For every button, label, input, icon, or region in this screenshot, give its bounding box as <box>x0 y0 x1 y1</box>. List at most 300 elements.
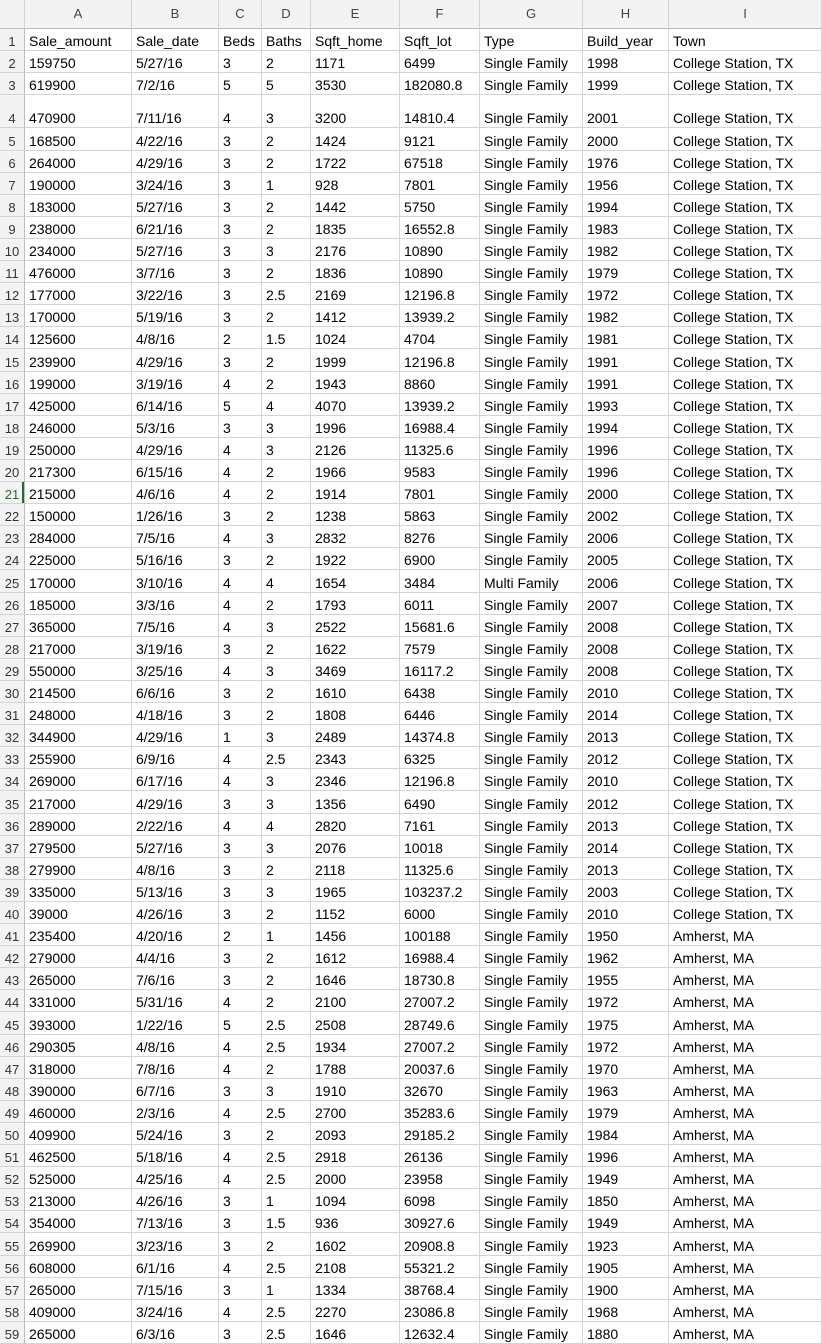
cell-d27[interactable]: 3 <box>262 615 311 637</box>
cell-i34[interactable]: College Station, TX <box>669 769 822 791</box>
cell-c16[interactable]: 4 <box>219 372 262 394</box>
cell-e46[interactable]: 1934 <box>311 1035 400 1057</box>
cell-e3[interactable]: 3530 <box>311 73 400 95</box>
cell-a15[interactable]: 239900 <box>25 349 132 371</box>
cell-e53[interactable]: 1094 <box>311 1189 400 1211</box>
cell-e32[interactable]: 2489 <box>311 725 400 747</box>
cell-d24[interactable]: 2 <box>262 548 311 570</box>
cell-c8[interactable]: 3 <box>219 195 262 217</box>
cell-h19[interactable]: 1996 <box>583 438 669 460</box>
cell-f23[interactable]: 8276 <box>400 526 480 548</box>
cell-i54[interactable]: Amherst, MA <box>669 1211 822 1233</box>
cell-i49[interactable]: Amherst, MA <box>669 1101 822 1123</box>
cell-c6[interactable]: 3 <box>219 151 262 173</box>
cell-f6[interactable]: 67518 <box>400 151 480 173</box>
cell-e50[interactable]: 2093 <box>311 1123 400 1145</box>
cell-g45[interactable]: Single Family <box>480 1012 583 1034</box>
cell-h27[interactable]: 2008 <box>583 615 669 637</box>
cell-g29[interactable]: Single Family <box>480 659 583 681</box>
row-header[interactable]: 55 <box>0 1233 25 1255</box>
cell-i15[interactable]: College Station, TX <box>669 349 822 371</box>
cell-c38[interactable]: 3 <box>219 858 262 880</box>
cell-c51[interactable]: 4 <box>219 1145 262 1167</box>
cell-d41[interactable]: 1 <box>262 924 311 946</box>
cell-d18[interactable]: 3 <box>262 416 311 438</box>
cell-b57[interactable]: 7/15/16 <box>132 1278 219 1300</box>
cell-g50[interactable]: Single Family <box>480 1123 583 1145</box>
cell-i55[interactable]: Amherst, MA <box>669 1233 822 1255</box>
column-header-g[interactable]: G <box>480 0 583 29</box>
cell-f33[interactable]: 6325 <box>400 747 480 769</box>
row-header[interactable]: 47 <box>0 1057 25 1079</box>
row-header[interactable]: 53 <box>0 1189 25 1211</box>
cell-i1[interactable]: Town <box>669 29 822 51</box>
cell-e23[interactable]: 2832 <box>311 526 400 548</box>
cell-i13[interactable]: College Station, TX <box>669 305 822 327</box>
cell-g51[interactable]: Single Family <box>480 1145 583 1167</box>
row-header[interactable]: 18 <box>0 416 25 438</box>
cell-d6[interactable]: 2 <box>262 151 311 173</box>
cell-a17[interactable]: 425000 <box>25 394 132 416</box>
cell-h45[interactable]: 1975 <box>583 1012 669 1034</box>
cell-c25[interactable]: 4 <box>219 570 262 592</box>
cell-e22[interactable]: 1238 <box>311 504 400 526</box>
cell-i38[interactable]: College Station, TX <box>669 858 822 880</box>
cell-c58[interactable]: 4 <box>219 1300 262 1322</box>
cell-e40[interactable]: 1152 <box>311 902 400 924</box>
cell-e44[interactable]: 2100 <box>311 990 400 1012</box>
cell-f16[interactable]: 8860 <box>400 372 480 394</box>
cell-c24[interactable]: 3 <box>219 548 262 570</box>
cell-e16[interactable]: 1943 <box>311 372 400 394</box>
cell-a6[interactable]: 264000 <box>25 151 132 173</box>
cell-c45[interactable]: 5 <box>219 1012 262 1034</box>
cell-b31[interactable]: 4/18/16 <box>132 703 219 725</box>
cell-e55[interactable]: 1602 <box>311 1233 400 1255</box>
cell-f5[interactable]: 9121 <box>400 128 480 150</box>
cell-a55[interactable]: 269900 <box>25 1233 132 1255</box>
cell-h7[interactable]: 1956 <box>583 173 669 195</box>
cell-d4[interactable]: 3 <box>262 95 311 128</box>
cell-c27[interactable]: 4 <box>219 615 262 637</box>
cell-g38[interactable]: Single Family <box>480 858 583 880</box>
row-header[interactable]: 10 <box>0 239 25 261</box>
cell-c5[interactable]: 3 <box>219 128 262 150</box>
cell-b41[interactable]: 4/20/16 <box>132 924 219 946</box>
cell-f1[interactable]: Sqft_lot <box>400 29 480 51</box>
cell-h43[interactable]: 1955 <box>583 968 669 990</box>
cell-i20[interactable]: College Station, TX <box>669 460 822 482</box>
cell-c34[interactable]: 4 <box>219 769 262 791</box>
cell-f34[interactable]: 12196.8 <box>400 769 480 791</box>
cell-h49[interactable]: 1979 <box>583 1101 669 1123</box>
cell-g17[interactable]: Single Family <box>480 394 583 416</box>
cell-a11[interactable]: 476000 <box>25 261 132 283</box>
cell-g36[interactable]: Single Family <box>480 814 583 836</box>
cell-b42[interactable]: 4/4/16 <box>132 946 219 968</box>
cell-e41[interactable]: 1456 <box>311 924 400 946</box>
cell-g11[interactable]: Single Family <box>480 261 583 283</box>
cell-c23[interactable]: 4 <box>219 526 262 548</box>
cell-g43[interactable]: Single Family <box>480 968 583 990</box>
cell-c57[interactable]: 3 <box>219 1278 262 1300</box>
cell-c7[interactable]: 3 <box>219 173 262 195</box>
row-header[interactable]: 1 <box>0 29 25 51</box>
cell-d11[interactable]: 2 <box>262 261 311 283</box>
cell-a9[interactable]: 238000 <box>25 217 132 239</box>
cell-f35[interactable]: 6490 <box>400 791 480 813</box>
cell-g30[interactable]: Single Family <box>480 681 583 703</box>
cell-h12[interactable]: 1972 <box>583 283 669 305</box>
cell-c48[interactable]: 3 <box>219 1079 262 1101</box>
cell-a29[interactable]: 550000 <box>25 659 132 681</box>
cell-h20[interactable]: 1996 <box>583 460 669 482</box>
cell-h46[interactable]: 1972 <box>583 1035 669 1057</box>
cell-a27[interactable]: 365000 <box>25 615 132 637</box>
cell-a38[interactable]: 279900 <box>25 858 132 880</box>
cell-d40[interactable]: 2 <box>262 902 311 924</box>
cell-b9[interactable]: 6/21/16 <box>132 217 219 239</box>
cell-b25[interactable]: 3/10/16 <box>132 570 219 592</box>
cell-e47[interactable]: 1788 <box>311 1057 400 1079</box>
cell-h51[interactable]: 1996 <box>583 1145 669 1167</box>
row-header[interactable]: 13 <box>0 305 25 327</box>
cell-b55[interactable]: 3/23/16 <box>132 1233 219 1255</box>
cell-b47[interactable]: 7/8/16 <box>132 1057 219 1079</box>
cell-d13[interactable]: 2 <box>262 305 311 327</box>
cell-h39[interactable]: 2003 <box>583 880 669 902</box>
cell-b3[interactable]: 7/2/16 <box>132 73 219 95</box>
cell-b2[interactable]: 5/27/16 <box>132 51 219 73</box>
column-header-f[interactable]: F <box>400 0 480 29</box>
cell-h59[interactable]: 1880 <box>583 1322 669 1344</box>
cell-a4[interactable]: 470900 <box>25 95 132 128</box>
cell-i10[interactable]: College Station, TX <box>669 239 822 261</box>
cell-g20[interactable]: Single Family <box>480 460 583 482</box>
cell-a20[interactable]: 217300 <box>25 460 132 482</box>
cell-g15[interactable]: Single Family <box>480 349 583 371</box>
cell-h48[interactable]: 1963 <box>583 1079 669 1101</box>
cell-d23[interactable]: 3 <box>262 526 311 548</box>
cell-d33[interactable]: 2.5 <box>262 747 311 769</box>
cell-g44[interactable]: Single Family <box>480 990 583 1012</box>
cell-e4[interactable]: 3200 <box>311 95 400 128</box>
cell-f38[interactable]: 11325.6 <box>400 858 480 880</box>
cell-h57[interactable]: 1900 <box>583 1278 669 1300</box>
cell-g46[interactable]: Single Family <box>480 1035 583 1057</box>
cell-e59[interactable]: 1646 <box>311 1322 400 1344</box>
cell-f25[interactable]: 3484 <box>400 570 480 592</box>
row-header[interactable]: 16 <box>0 372 25 394</box>
cell-e6[interactable]: 1722 <box>311 151 400 173</box>
cell-b26[interactable]: 3/3/16 <box>132 593 219 615</box>
cell-h29[interactable]: 2008 <box>583 659 669 681</box>
cell-a50[interactable]: 409900 <box>25 1123 132 1145</box>
cell-i59[interactable]: Amherst, MA <box>669 1322 822 1344</box>
cell-i16[interactable]: College Station, TX <box>669 372 822 394</box>
cell-i28[interactable]: College Station, TX <box>669 637 822 659</box>
cell-g28[interactable]: Single Family <box>480 637 583 659</box>
cell-g8[interactable]: Single Family <box>480 195 583 217</box>
cell-d7[interactable]: 1 <box>262 173 311 195</box>
cell-i14[interactable]: College Station, TX <box>669 327 822 349</box>
cell-e48[interactable]: 1910 <box>311 1079 400 1101</box>
cell-g47[interactable]: Single Family <box>480 1057 583 1079</box>
cell-d55[interactable]: 2 <box>262 1233 311 1255</box>
cell-i42[interactable]: Amherst, MA <box>669 946 822 968</box>
cell-f59[interactable]: 12632.4 <box>400 1322 480 1344</box>
cell-g5[interactable]: Single Family <box>480 128 583 150</box>
cell-d44[interactable]: 2 <box>262 990 311 1012</box>
row-header[interactable]: 20 <box>0 460 25 482</box>
cell-h5[interactable]: 2000 <box>583 128 669 150</box>
cell-h52[interactable]: 1949 <box>583 1167 669 1189</box>
cell-d8[interactable]: 2 <box>262 195 311 217</box>
cell-i48[interactable]: Amherst, MA <box>669 1079 822 1101</box>
cell-h28[interactable]: 2008 <box>583 637 669 659</box>
cell-i46[interactable]: Amherst, MA <box>669 1035 822 1057</box>
cell-i11[interactable]: College Station, TX <box>669 261 822 283</box>
cell-f13[interactable]: 13939.2 <box>400 305 480 327</box>
cell-g14[interactable]: Single Family <box>480 327 583 349</box>
cell-c39[interactable]: 3 <box>219 880 262 902</box>
cell-c28[interactable]: 3 <box>219 637 262 659</box>
cell-d48[interactable]: 3 <box>262 1079 311 1101</box>
cell-g27[interactable]: Single Family <box>480 615 583 637</box>
row-header[interactable]: 11 <box>0 261 25 283</box>
cell-g54[interactable]: Single Family <box>480 1211 583 1233</box>
cell-f31[interactable]: 6446 <box>400 703 480 725</box>
cell-b56[interactable]: 6/1/16 <box>132 1256 219 1278</box>
cell-b8[interactable]: 5/27/16 <box>132 195 219 217</box>
cell-c3[interactable]: 5 <box>219 73 262 95</box>
cell-f22[interactable]: 5863 <box>400 504 480 526</box>
cell-a10[interactable]: 234000 <box>25 239 132 261</box>
cell-d19[interactable]: 3 <box>262 438 311 460</box>
cell-f21[interactable]: 7801 <box>400 482 480 504</box>
cell-c4[interactable]: 4 <box>219 95 262 128</box>
cell-c40[interactable]: 3 <box>219 902 262 924</box>
cell-a57[interactable]: 265000 <box>25 1278 132 1300</box>
cell-g41[interactable]: Single Family <box>480 924 583 946</box>
cell-b51[interactable]: 5/18/16 <box>132 1145 219 1167</box>
cell-e49[interactable]: 2700 <box>311 1101 400 1123</box>
row-header[interactable]: 14 <box>0 327 25 349</box>
cell-d17[interactable]: 4 <box>262 394 311 416</box>
cell-e57[interactable]: 1334 <box>311 1278 400 1300</box>
cell-a13[interactable]: 170000 <box>25 305 132 327</box>
row-header[interactable]: 38 <box>0 858 25 880</box>
cell-f10[interactable]: 10890 <box>400 239 480 261</box>
cell-b27[interactable]: 7/5/16 <box>132 615 219 637</box>
cell-d54[interactable]: 1.5 <box>262 1211 311 1233</box>
cell-a22[interactable]: 150000 <box>25 504 132 526</box>
cell-a51[interactable]: 462500 <box>25 1145 132 1167</box>
cell-f57[interactable]: 38768.4 <box>400 1278 480 1300</box>
cell-f28[interactable]: 7579 <box>400 637 480 659</box>
cell-d5[interactable]: 2 <box>262 128 311 150</box>
cell-i4[interactable]: College Station, TX <box>669 95 822 128</box>
row-header[interactable]: 23 <box>0 526 25 548</box>
row-header[interactable]: 46 <box>0 1035 25 1057</box>
cell-h6[interactable]: 1976 <box>583 151 669 173</box>
cell-a32[interactable]: 344900 <box>25 725 132 747</box>
row-header[interactable]: 44 <box>0 990 25 1012</box>
cell-h53[interactable]: 1850 <box>583 1189 669 1211</box>
cell-d39[interactable]: 3 <box>262 880 311 902</box>
cell-h31[interactable]: 2014 <box>583 703 669 725</box>
cell-c43[interactable]: 3 <box>219 968 262 990</box>
cell-h8[interactable]: 1994 <box>583 195 669 217</box>
cell-b21[interactable]: 4/6/16 <box>132 482 219 504</box>
cell-a52[interactable]: 525000 <box>25 1167 132 1189</box>
cell-h11[interactable]: 1979 <box>583 261 669 283</box>
cell-i19[interactable]: College Station, TX <box>669 438 822 460</box>
cell-i3[interactable]: College Station, TX <box>669 73 822 95</box>
row-header[interactable]: 21 <box>0 482 25 504</box>
cell-a23[interactable]: 284000 <box>25 526 132 548</box>
cell-i27[interactable]: College Station, TX <box>669 615 822 637</box>
row-header[interactable]: 4 <box>0 95 25 128</box>
select-all-corner[interactable] <box>0 0 25 29</box>
cell-d58[interactable]: 2.5 <box>262 1300 311 1322</box>
row-header[interactable]: 39 <box>0 880 25 902</box>
cell-a1[interactable]: Sale_amount <box>25 29 132 51</box>
cell-e35[interactable]: 1356 <box>311 791 400 813</box>
cell-a48[interactable]: 390000 <box>25 1079 132 1101</box>
cell-a39[interactable]: 335000 <box>25 880 132 902</box>
cell-b43[interactable]: 7/6/16 <box>132 968 219 990</box>
cell-i21[interactable]: College Station, TX <box>669 482 822 504</box>
cell-e13[interactable]: 1412 <box>311 305 400 327</box>
cell-a46[interactable]: 290305 <box>25 1035 132 1057</box>
cell-a21[interactable]: 215000 <box>25 482 132 504</box>
cell-f49[interactable]: 35283.6 <box>400 1101 480 1123</box>
cell-c52[interactable]: 4 <box>219 1167 262 1189</box>
cell-b40[interactable]: 4/26/16 <box>132 902 219 924</box>
cell-h15[interactable]: 1991 <box>583 349 669 371</box>
row-header[interactable]: 48 <box>0 1079 25 1101</box>
cell-h17[interactable]: 1993 <box>583 394 669 416</box>
cell-i30[interactable]: College Station, TX <box>669 681 822 703</box>
cell-c20[interactable]: 4 <box>219 460 262 482</box>
cell-b10[interactable]: 5/27/16 <box>132 239 219 261</box>
cell-g32[interactable]: Single Family <box>480 725 583 747</box>
cell-f50[interactable]: 29185.2 <box>400 1123 480 1145</box>
cell-b13[interactable]: 5/19/16 <box>132 305 219 327</box>
cell-b23[interactable]: 7/5/16 <box>132 526 219 548</box>
cell-c18[interactable]: 3 <box>219 416 262 438</box>
cell-a14[interactable]: 125600 <box>25 327 132 349</box>
cell-g23[interactable]: Single Family <box>480 526 583 548</box>
cell-f9[interactable]: 16552.8 <box>400 217 480 239</box>
cell-h2[interactable]: 1998 <box>583 51 669 73</box>
cell-f26[interactable]: 6011 <box>400 593 480 615</box>
row-header[interactable]: 37 <box>0 836 25 858</box>
cell-b12[interactable]: 3/22/16 <box>132 283 219 305</box>
cell-f4[interactable]: 14810.4 <box>400 95 480 128</box>
cell-h58[interactable]: 1968 <box>583 1300 669 1322</box>
cell-a58[interactable]: 409000 <box>25 1300 132 1322</box>
cell-a28[interactable]: 217000 <box>25 637 132 659</box>
cell-g59[interactable]: Single Family <box>480 1322 583 1344</box>
row-header[interactable]: 57 <box>0 1278 25 1300</box>
cell-f53[interactable]: 6098 <box>400 1189 480 1211</box>
cell-h9[interactable]: 1983 <box>583 217 669 239</box>
cell-i7[interactable]: College Station, TX <box>669 173 822 195</box>
cell-g10[interactable]: Single Family <box>480 239 583 261</box>
cell-f55[interactable]: 20908.8 <box>400 1233 480 1255</box>
cell-e19[interactable]: 2126 <box>311 438 400 460</box>
cell-g37[interactable]: Single Family <box>480 836 583 858</box>
cell-a56[interactable]: 608000 <box>25 1256 132 1278</box>
cell-e27[interactable]: 2522 <box>311 615 400 637</box>
cell-e17[interactable]: 4070 <box>311 394 400 416</box>
cell-c50[interactable]: 3 <box>219 1123 262 1145</box>
cell-b30[interactable]: 6/6/16 <box>132 681 219 703</box>
cell-b49[interactable]: 2/3/16 <box>132 1101 219 1123</box>
cell-i47[interactable]: Amherst, MA <box>669 1057 822 1079</box>
cell-i51[interactable]: Amherst, MA <box>669 1145 822 1167</box>
cell-i50[interactable]: Amherst, MA <box>669 1123 822 1145</box>
row-header[interactable]: 59 <box>0 1322 25 1344</box>
cell-e33[interactable]: 2343 <box>311 747 400 769</box>
cell-g18[interactable]: Single Family <box>480 416 583 438</box>
row-header[interactable]: 43 <box>0 968 25 990</box>
cell-g6[interactable]: Single Family <box>480 151 583 173</box>
cell-h37[interactable]: 2014 <box>583 836 669 858</box>
cell-h55[interactable]: 1923 <box>583 1233 669 1255</box>
cell-e18[interactable]: 1996 <box>311 416 400 438</box>
cell-c1[interactable]: Beds <box>219 29 262 51</box>
row-header[interactable]: 49 <box>0 1101 25 1123</box>
row-header[interactable]: 3 <box>0 73 25 95</box>
cell-e20[interactable]: 1966 <box>311 460 400 482</box>
cell-d15[interactable]: 2 <box>262 349 311 371</box>
cell-g3[interactable]: Single Family <box>480 73 583 95</box>
row-header[interactable]: 35 <box>0 791 25 813</box>
cell-h21[interactable]: 2000 <box>583 482 669 504</box>
cell-b14[interactable]: 4/8/16 <box>132 327 219 349</box>
cell-g1[interactable]: Type <box>480 29 583 51</box>
cell-c29[interactable]: 4 <box>219 659 262 681</box>
cell-e15[interactable]: 1999 <box>311 349 400 371</box>
cell-b58[interactable]: 3/24/16 <box>132 1300 219 1322</box>
cell-f32[interactable]: 14374.8 <box>400 725 480 747</box>
cell-a43[interactable]: 265000 <box>25 968 132 990</box>
cell-d34[interactable]: 3 <box>262 769 311 791</box>
row-header[interactable]: 30 <box>0 681 25 703</box>
row-header[interactable]: 40 <box>0 902 25 924</box>
cell-i24[interactable]: College Station, TX <box>669 548 822 570</box>
cell-g22[interactable]: Single Family <box>480 504 583 526</box>
cell-b53[interactable]: 4/26/16 <box>132 1189 219 1211</box>
cell-a53[interactable]: 213000 <box>25 1189 132 1211</box>
cell-h40[interactable]: 2010 <box>583 902 669 924</box>
cell-g34[interactable]: Single Family <box>480 769 583 791</box>
cell-b46[interactable]: 4/8/16 <box>132 1035 219 1057</box>
cell-f58[interactable]: 23086.8 <box>400 1300 480 1322</box>
cell-d31[interactable]: 2 <box>262 703 311 725</box>
cell-c37[interactable]: 3 <box>219 836 262 858</box>
cell-a2[interactable]: 159750 <box>25 51 132 73</box>
cell-f51[interactable]: 26136 <box>400 1145 480 1167</box>
cell-i35[interactable]: College Station, TX <box>669 791 822 813</box>
cell-i5[interactable]: College Station, TX <box>669 128 822 150</box>
row-header[interactable]: 33 <box>0 747 25 769</box>
cell-f40[interactable]: 6000 <box>400 902 480 924</box>
cell-h30[interactable]: 2010 <box>583 681 669 703</box>
